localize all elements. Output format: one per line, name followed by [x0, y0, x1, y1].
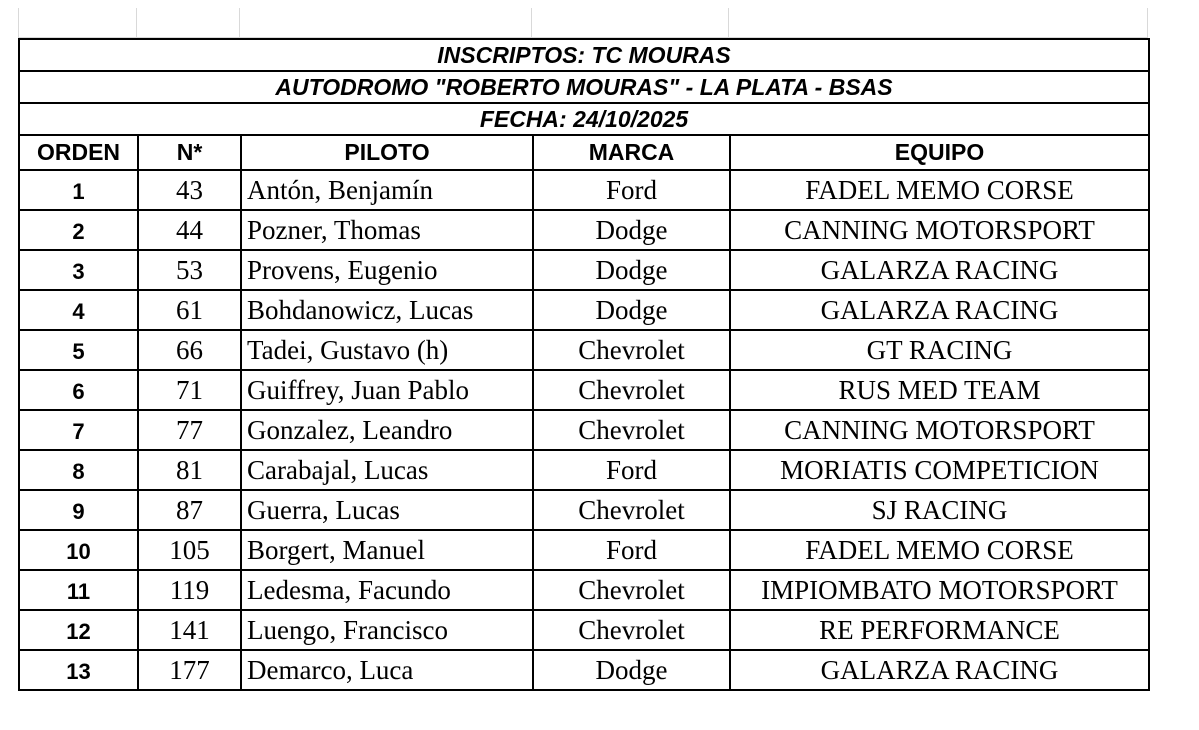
table-row [19, 210, 1149, 250]
car-number-cell: 87 [138, 490, 241, 530]
order-cell: 12 [19, 610, 138, 650]
team-cell: GALARZA RACING [730, 290, 1149, 330]
driver-cell: Provens, Eugenio [241, 250, 533, 290]
table-row [19, 450, 1149, 490]
car-number-cell: 177 [138, 650, 241, 690]
car-number-cell: 71 [138, 370, 241, 410]
brand-cell: Chevrolet [533, 570, 730, 610]
column-header-orden: ORDEN [19, 135, 138, 170]
column-header-marca: MARCA [533, 135, 730, 170]
driver-cell: Borgert, Manuel [241, 530, 533, 570]
column-header-equipo: EQUIPO [730, 135, 1149, 170]
grid-cell [18, 8, 137, 38]
table-row [19, 290, 1149, 330]
column-header-numero: N* [138, 135, 241, 170]
team-cell: GT RACING [730, 330, 1149, 370]
car-number-cell: 81 [138, 450, 241, 490]
brand-cell: Chevrolet [533, 610, 730, 650]
driver-cell: Gonzalez, Leandro [241, 410, 533, 450]
car-number-cell: 141 [138, 610, 241, 650]
date-row [19, 103, 1149, 135]
car-number-cell: 77 [138, 410, 241, 450]
driver-cell: Carabajal, Lucas [241, 450, 533, 490]
brand-cell: Dodge [533, 650, 730, 690]
team-cell: FADEL MEMO CORSE [730, 170, 1149, 210]
grid-cell [729, 8, 1148, 38]
order-cell: 2 [19, 210, 138, 250]
car-number-cell: 119 [138, 570, 241, 610]
brand-cell: Dodge [533, 210, 730, 250]
brand-cell: Dodge [533, 250, 730, 290]
entry-list-table [18, 38, 1150, 691]
order-cell: 3 [19, 250, 138, 290]
team-cell: MORIATIS COMPETICION [730, 450, 1149, 490]
team-cell: GALARZA RACING [730, 650, 1149, 690]
team-cell: RUS MED TEAM [730, 370, 1149, 410]
driver-cell: Bohdanowicz, Lucas [241, 290, 533, 330]
table-row [19, 410, 1149, 450]
driver-cell: Ledesma, Facundo [241, 570, 533, 610]
table-row [19, 650, 1149, 690]
column-header-piloto: PILOTO [241, 135, 533, 170]
driver-cell: Pozner, Thomas [241, 210, 533, 250]
order-cell: 7 [19, 410, 138, 450]
driver-cell: Guerra, Lucas [241, 490, 533, 530]
order-cell: 13 [19, 650, 138, 690]
order-cell: 5 [19, 330, 138, 370]
car-number-cell: 61 [138, 290, 241, 330]
spreadsheet-gridlines [18, 8, 1148, 38]
order-cell: 6 [19, 370, 138, 410]
order-cell: 4 [19, 290, 138, 330]
driver-cell: Guiffrey, Juan Pablo [241, 370, 533, 410]
order-cell: 11 [19, 570, 138, 610]
table-row [19, 170, 1149, 210]
order-cell: 10 [19, 530, 138, 570]
car-number-cell: 44 [138, 210, 241, 250]
table-row [19, 610, 1149, 650]
team-cell: RE PERFORMANCE [730, 610, 1149, 650]
title-row [19, 39, 1149, 71]
driver-cell: Tadei, Gustavo (h) [241, 330, 533, 370]
team-cell: SJ RACING [730, 490, 1149, 530]
venue-row [19, 71, 1149, 103]
brand-cell: Chevrolet [533, 490, 730, 530]
brand-cell: Dodge [533, 290, 730, 330]
team-cell: GALARZA RACING [730, 250, 1149, 290]
car-number-cell: 105 [138, 530, 241, 570]
header-row [19, 135, 1149, 170]
team-cell: FADEL MEMO CORSE [730, 530, 1149, 570]
table-row [19, 570, 1149, 610]
order-cell: 9 [19, 490, 138, 530]
table-row [19, 490, 1149, 530]
brand-cell: Chevrolet [533, 330, 730, 370]
grid-cell [137, 8, 240, 38]
table-row [19, 530, 1149, 570]
team-cell: IMPIOMBATO MOTORSPORT [730, 570, 1149, 610]
car-number-cell: 43 [138, 170, 241, 210]
date-title: FECHA: 24/10/2025 [19, 103, 1149, 135]
driver-cell: Antón, Benjamín [241, 170, 533, 210]
team-cell: CANNING MOTORSPORT [730, 410, 1149, 450]
brand-cell: Ford [533, 450, 730, 490]
driver-cell: Luengo, Francisco [241, 610, 533, 650]
table-row [19, 370, 1149, 410]
driver-cell: Demarco, Luca [241, 650, 533, 690]
car-number-cell: 66 [138, 330, 241, 370]
team-cell: CANNING MOTORSPORT [730, 210, 1149, 250]
car-number-cell: 53 [138, 250, 241, 290]
table-row [19, 250, 1149, 290]
order-cell: 8 [19, 450, 138, 490]
grid-cell [240, 8, 532, 38]
grid-cell [532, 8, 729, 38]
venue-title: AUTODROMO "ROBERTO MOURAS" - LA PLATA - BSAS [19, 71, 1149, 103]
brand-cell: Chevrolet [533, 410, 730, 450]
brand-cell: Chevrolet [533, 370, 730, 410]
order-cell: 1 [19, 170, 138, 210]
event-title: INSCRIPTOS: TC MOURAS [19, 39, 1149, 71]
brand-cell: Ford [533, 530, 730, 570]
table-row [19, 330, 1149, 370]
brand-cell: Ford [533, 170, 730, 210]
